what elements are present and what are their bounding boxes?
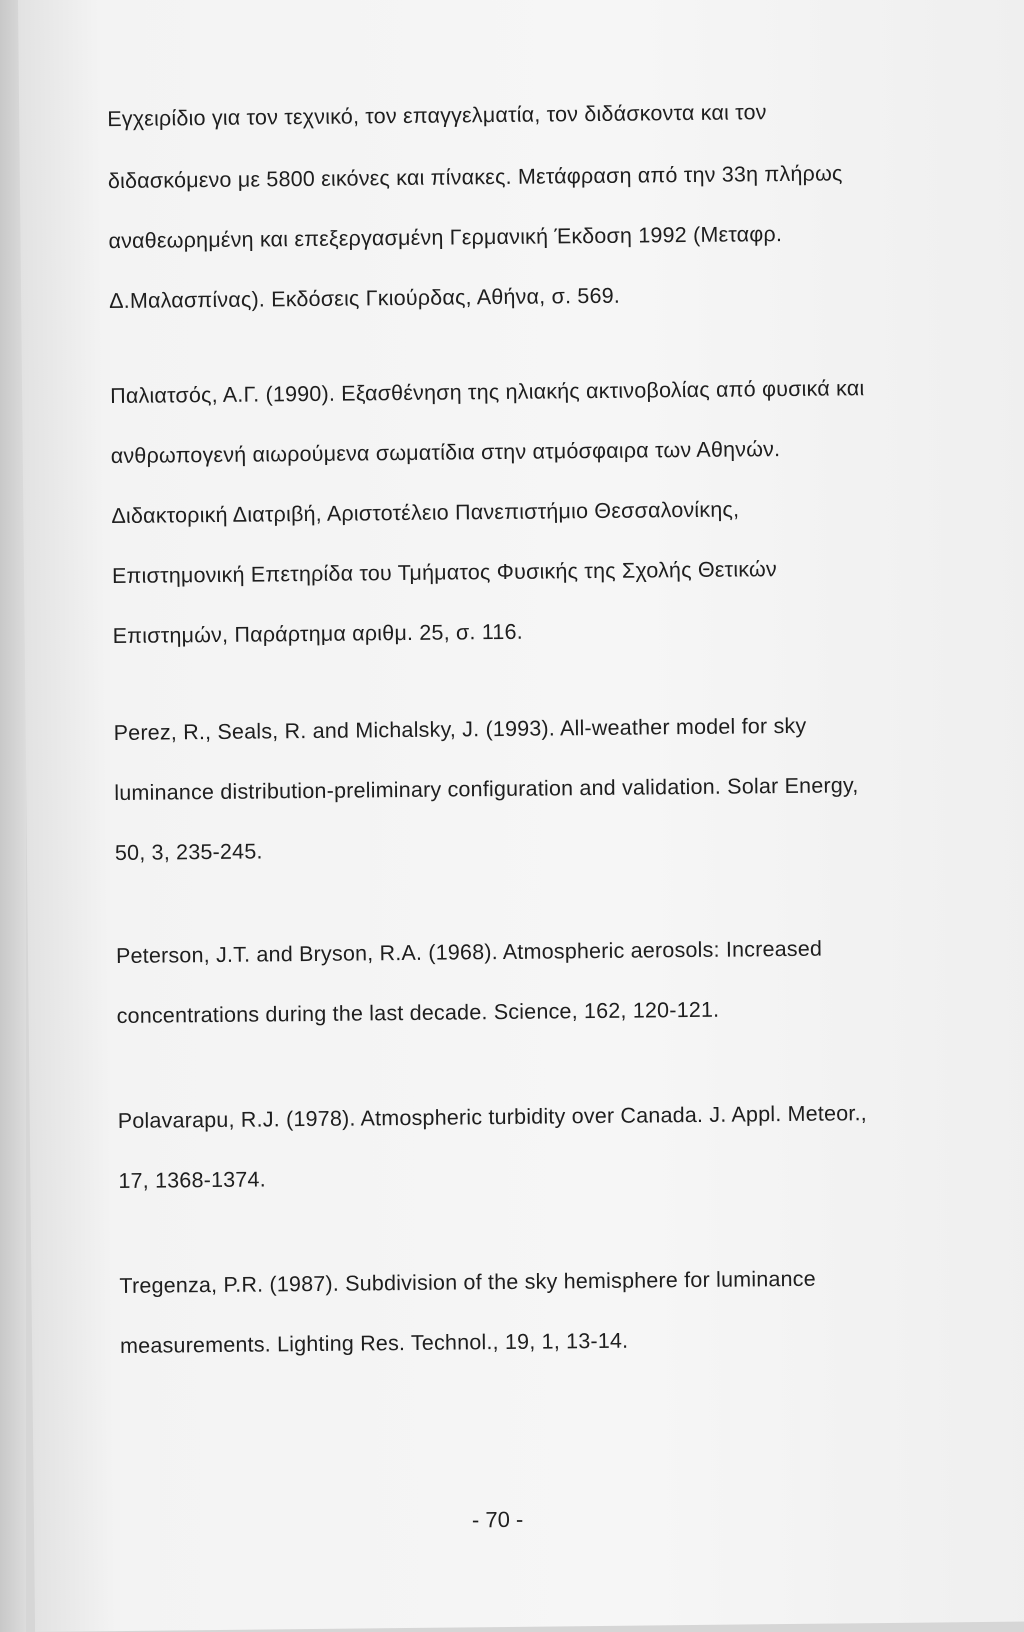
text-line-content: Δ.Μαλασπίνας). Εκδόσεις Γκιούρδας, Αθήνα, σ. 569. [109, 283, 621, 314]
text-line [113, 615, 933, 649]
text-line-content: ανθρωπογενή αιωρούμενα σωματίδια στην ατμόσφαιρα των Αθηνών. [110, 437, 781, 469]
text-line [110, 375, 930, 409]
text-line [115, 832, 935, 866]
text-line [107, 98, 927, 132]
text-line [114, 772, 934, 806]
text-line [111, 435, 931, 469]
text-line [108, 220, 928, 254]
text-line [114, 712, 934, 746]
text-line-content: Εγχειρίδιο για τον τεχνικό, τον επαγγελματία, τον διδάσκοντα και τον [107, 100, 767, 132]
text-line-content: concentrations during the last decade. Science, 162, 120-121. [116, 997, 720, 1029]
text-line-content: luminance distribution-preliminary configuration and validation. Solar Energy, [114, 773, 859, 806]
text-line [111, 495, 931, 529]
text-line [118, 1160, 938, 1194]
text-line [117, 995, 937, 1029]
text-line-content: 17, 1368-1374. [118, 1167, 266, 1194]
text-line [118, 1100, 938, 1134]
text-line [109, 280, 929, 314]
text-line-content: Perez, R., Seals, R. and Michalsky, J. (1993). All-weather model for sky [113, 713, 807, 746]
text-line-content: measurements. Lighting Res. Technol., 19, 1, 13-14. [119, 1328, 629, 1359]
text-line-content: Tregenza, P.R. (1987). Subdivision of the sky hemisphere for luminance [119, 1266, 816, 1299]
text-line [119, 1265, 939, 1299]
text-line [108, 160, 928, 194]
document-page [18, 0, 1024, 1632]
text-line-content: Επιστημών, Παράρτημα αριθμ. 25, σ. 116. [112, 619, 523, 649]
text-line-content: Επιστημονική Επετηρίδα του Τμήματος Φυσικής της Σχολής Θετικών [111, 557, 778, 589]
text-line-content: Διδακτορική Διατριβή, Αριστοτέλειο Πανεπιστήμιο Θεσσαλονίκης, [111, 497, 740, 529]
text-line [112, 555, 932, 589]
text-line-content: Παλιατσός, Α.Γ. (1990). Εξασθένηση της ηλιακής ακτινοβολίας από φυσικά και [110, 376, 865, 409]
text-line-content: διδασκόμενο με 5800 εικόνες και πίνακες. Μετάφραση από την 33η πλήρως [107, 161, 843, 194]
page-number: - 70 - [471, 1506, 524, 1533]
text-line-content: Polavarapu, R.J. (1978). Atmospheric turbidity over Canada. J. Appl. Meteor., [117, 1101, 868, 1134]
text-line-content: 50, 3, 235-245. [114, 839, 263, 866]
text-line [116, 935, 936, 969]
text-line-content: Peterson, J.T. and Bryson, R.A. (1968). Atmospheric aerosols: Increased [115, 936, 823, 969]
text-line [120, 1325, 940, 1359]
text-line-content: αναθεωρημένη και επεξεργασμένη Γερμανική Έκδοση 1992 (Μεταφρ. [108, 222, 783, 254]
